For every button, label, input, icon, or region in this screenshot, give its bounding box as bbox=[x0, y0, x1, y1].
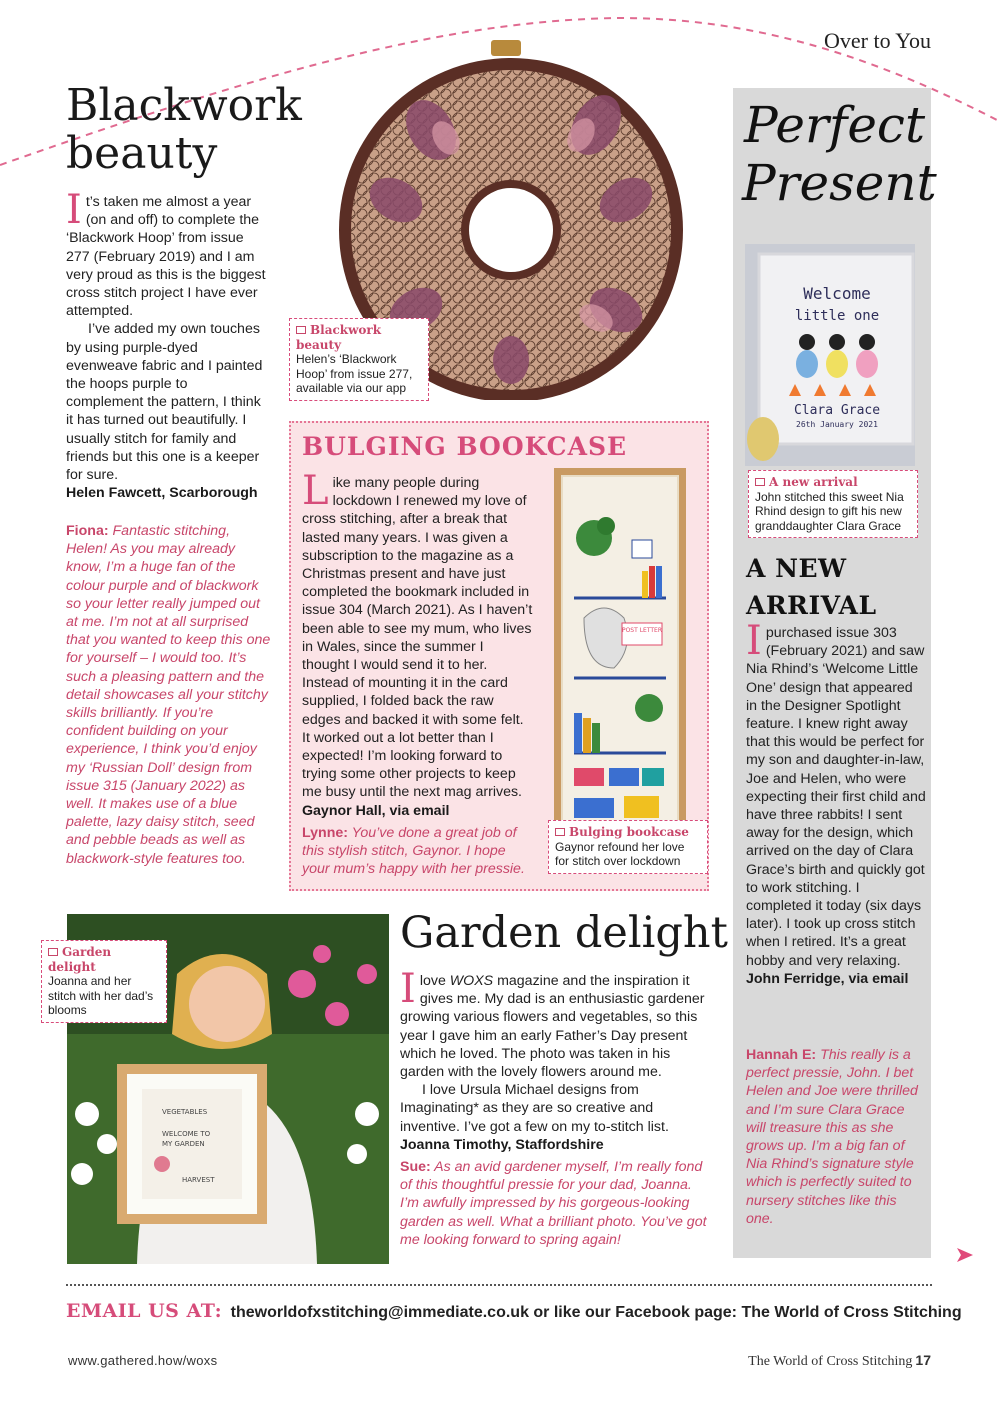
frame-text-2: WELCOME TO bbox=[162, 1130, 211, 1138]
bookmark-label: POST LETTER bbox=[621, 627, 663, 634]
envelope-icon bbox=[48, 948, 58, 956]
frame-text-1: VEGETABLES bbox=[162, 1108, 208, 1116]
blackwork-reply bbox=[66, 522, 271, 868]
title-line-1: Perfect bbox=[743, 96, 926, 154]
sampler-line-1: Welcome bbox=[803, 284, 871, 303]
caption-title: Garden delight bbox=[48, 945, 112, 974]
magazine-footer bbox=[748, 1352, 931, 1370]
bookcase-letter bbox=[302, 468, 534, 820]
blackwork-title: Blackwork beauty bbox=[66, 80, 302, 179]
arrival-signature: John Ferridge, via email bbox=[746, 970, 909, 987]
garden-text-em: WOXS bbox=[449, 973, 494, 989]
next-page-arrow-icon bbox=[957, 1248, 973, 1262]
email-label: EMAIL US AT: bbox=[66, 1300, 223, 1322]
bookcase-reply bbox=[302, 824, 537, 879]
arrival-paragraph bbox=[746, 618, 926, 970]
caption-title: Bulging bookcase bbox=[569, 825, 689, 839]
blackwork-caption bbox=[289, 318, 429, 401]
arrival-caption bbox=[748, 470, 918, 538]
reply-text: You’ve done a great job of this stylish stitch, Gaynor. I hope your mum’s happy with her pressie. bbox=[302, 825, 525, 878]
arrival-title-line-1: A NEW bbox=[746, 554, 847, 583]
perfect-present-title bbox=[742, 96, 937, 212]
frame-text-3: MY GARDEN bbox=[162, 1140, 205, 1148]
arrival-title-line-2: ARRIVAL bbox=[746, 591, 877, 620]
reply-text: This really is a perfect pressie, John. I bet Helen and Joe were thrilled and I’m sure Clara Grace will treasure this as she grows up. I’m a big fan of Nia Rhind’s signature style which is perfectly suited to nursery stitches like this one. bbox=[746, 1047, 918, 1227]
garden-title: Garden delight bbox=[400, 908, 728, 958]
hoop-clasp bbox=[491, 40, 521, 56]
caption-text: Helen’s ‘Blackwork Hoop’ from issue 277, available via our app bbox=[296, 352, 413, 395]
dropcap: I bbox=[66, 187, 82, 233]
dropcap: L bbox=[302, 468, 329, 514]
garden-text-post: magazine and the inspiration it gives me. My dad is an enthusiastic gardener growing various flowers and vegetables, so this year I gave him an early Father’s Day present which he loved. The photo was taken in his garden with the lovely flowers around me. bbox=[400, 973, 705, 1081]
caption-text: John stitched this sweet Nia Rhind design to gift his new granddaughter Clara Grace bbox=[755, 489, 904, 533]
sampler-date: 26th January 2021 bbox=[796, 420, 878, 429]
sampler-line-2: little one bbox=[794, 308, 880, 324]
bookcase-paragraph bbox=[302, 468, 534, 802]
sampler-name: Clara Grace bbox=[793, 403, 881, 418]
garden-paragraph-2: I love Ursula Michael designs from Imaginating* as they are so creative and inventive. I’ve got a few on my to-stitch list. bbox=[400, 1082, 669, 1135]
arrival-letter bbox=[746, 618, 926, 988]
reply-name: Fiona: bbox=[66, 523, 109, 539]
email-address-link[interactable]: theworldofxstitching@immediate.co.uk or like our Facebook page: The World of Cross Stitching bbox=[230, 1304, 962, 1321]
email-line bbox=[66, 1300, 962, 1322]
envelope-icon bbox=[555, 828, 565, 836]
arrival-reply bbox=[746, 1046, 926, 1228]
dropcap: I bbox=[400, 966, 416, 1012]
caption-title: A new arrival bbox=[769, 475, 858, 489]
reply-name: Hannah E: bbox=[746, 1047, 817, 1063]
garden-paragraph-1 bbox=[400, 966, 712, 1081]
arrival-title bbox=[746, 550, 877, 624]
website-link[interactable]: www.gathered.how/woxs bbox=[68, 1353, 218, 1368]
garden-text-pre: love bbox=[419, 973, 450, 989]
caption-title: Blackwork beauty bbox=[296, 323, 382, 352]
caption-text: Joanna and her stitch with her dad’s blooms bbox=[48, 974, 154, 1017]
envelope-icon bbox=[755, 478, 765, 486]
caption-text: Gaynor refound her love for stitch over lockdown bbox=[555, 839, 685, 868]
dropcap: I bbox=[746, 618, 762, 664]
blackwork-paragraph-2: I’ve added my own touches by using purple-dyed evenweave fabric and I painted the hoops purple to complement the pattern, I think it has turned out beautifully. I usually stitch for family and friends but this one is a keeper for sure. bbox=[66, 321, 263, 484]
reply-text: As an avid gardener myself, I’m really fond of this thoughtful pressie for your dad, Joanna. I’m awfully impressed by his gorgeous-looking garden as well. What a brilliant photo. You’ve got me looking forward to spring again! bbox=[400, 1159, 707, 1248]
reply-text: Fantastic stitching, Helen! As you may already know, I’m a huge fan of the colour purple and of blackwork so your letter really jumped out at me. I’m not at all surprised that you wanted to keep this one for yourself – I would too. It’s such a pleasing pattern and the detail showcases all your stitchy skills brilliantly. If you’re confident building on your experience, I think you’d enjoy my ‘Russian Doll’ design from issue 315 (January 2022) as well. It makes use of a blue palette, lazy daisy stitch, seed and pebble beads as well as blackwork-style features too. bbox=[66, 523, 271, 867]
garden-letter bbox=[400, 966, 712, 1154]
blackwork-paragraph-1-text: t’s taken me almost a year (on and off) to complete the ‘Blackwork Hoop’ from issue 277 (February 2019) and I am very proud as this is the biggest cross stitch project I have ever attempted. bbox=[66, 194, 266, 320]
garden-caption bbox=[41, 940, 167, 1023]
bookcase-signature: Gaynor Hall, via email bbox=[302, 802, 450, 819]
reply-name: Sue: bbox=[400, 1159, 431, 1175]
bookcase-paragraph-text: ike many people during lockdown I renewed my love of cross stitching, after a break that lasted many years. I was given a subscription to the magazine as a Christmas present and have just completed the bookmark included in issue 304 (March 2021). As I haven’t been able to see my mum, who lives in Wales, since the summer I thought I would send it to her. Instead of mounting it in the card supplied, I folded back the raw edges and backed it with some felt. It worked out a lot better than I expected! I’m looking forward to trying some other projects to keep me busy until the next mag arrives. bbox=[302, 475, 533, 801]
bookmark-photo bbox=[554, 468, 686, 868]
bookcase-caption bbox=[548, 820, 708, 874]
reply-name: Lynne: bbox=[302, 825, 348, 841]
bookcase-title: BULGING BOOKCASE bbox=[302, 432, 628, 461]
section-label: Over to You bbox=[824, 28, 931, 53]
blackwork-signature: Helen Fawcett, Scarborough bbox=[66, 485, 258, 502]
garden-reply bbox=[400, 1158, 712, 1249]
magazine-name: The World of Cross Stitching bbox=[748, 1354, 913, 1369]
footer-divider bbox=[66, 1284, 932, 1286]
sampler-photo bbox=[745, 244, 915, 466]
title-line-2: Present bbox=[742, 154, 937, 212]
blackwork-paragraph-1 bbox=[66, 187, 266, 320]
arrival-paragraph-text: purchased issue 303 (February 2021) and saw Nia Rhind’s ‘Welcome Little One’ design that appeared in the Designer Spotlight feature. I knew right away that this would be perfect for my son and daughter-in-law, Joe and Helen, who were expecting their first child and have three rabbits! I sent away for the design, which arrived on the day of Clara Grace’s birth and quickly got to work stitching. I completed it today (six days later). I took up cross stitch when I retired. It’s a great hobby and very relaxing. bbox=[746, 625, 926, 969]
page-number: 17 bbox=[915, 1352, 931, 1368]
frame-text-4: HARVEST bbox=[182, 1176, 215, 1184]
envelope-icon bbox=[296, 326, 306, 334]
blackwork-letter bbox=[66, 187, 266, 502]
garden-signature: Joanna Timothy, Staffordshire bbox=[400, 1136, 604, 1153]
